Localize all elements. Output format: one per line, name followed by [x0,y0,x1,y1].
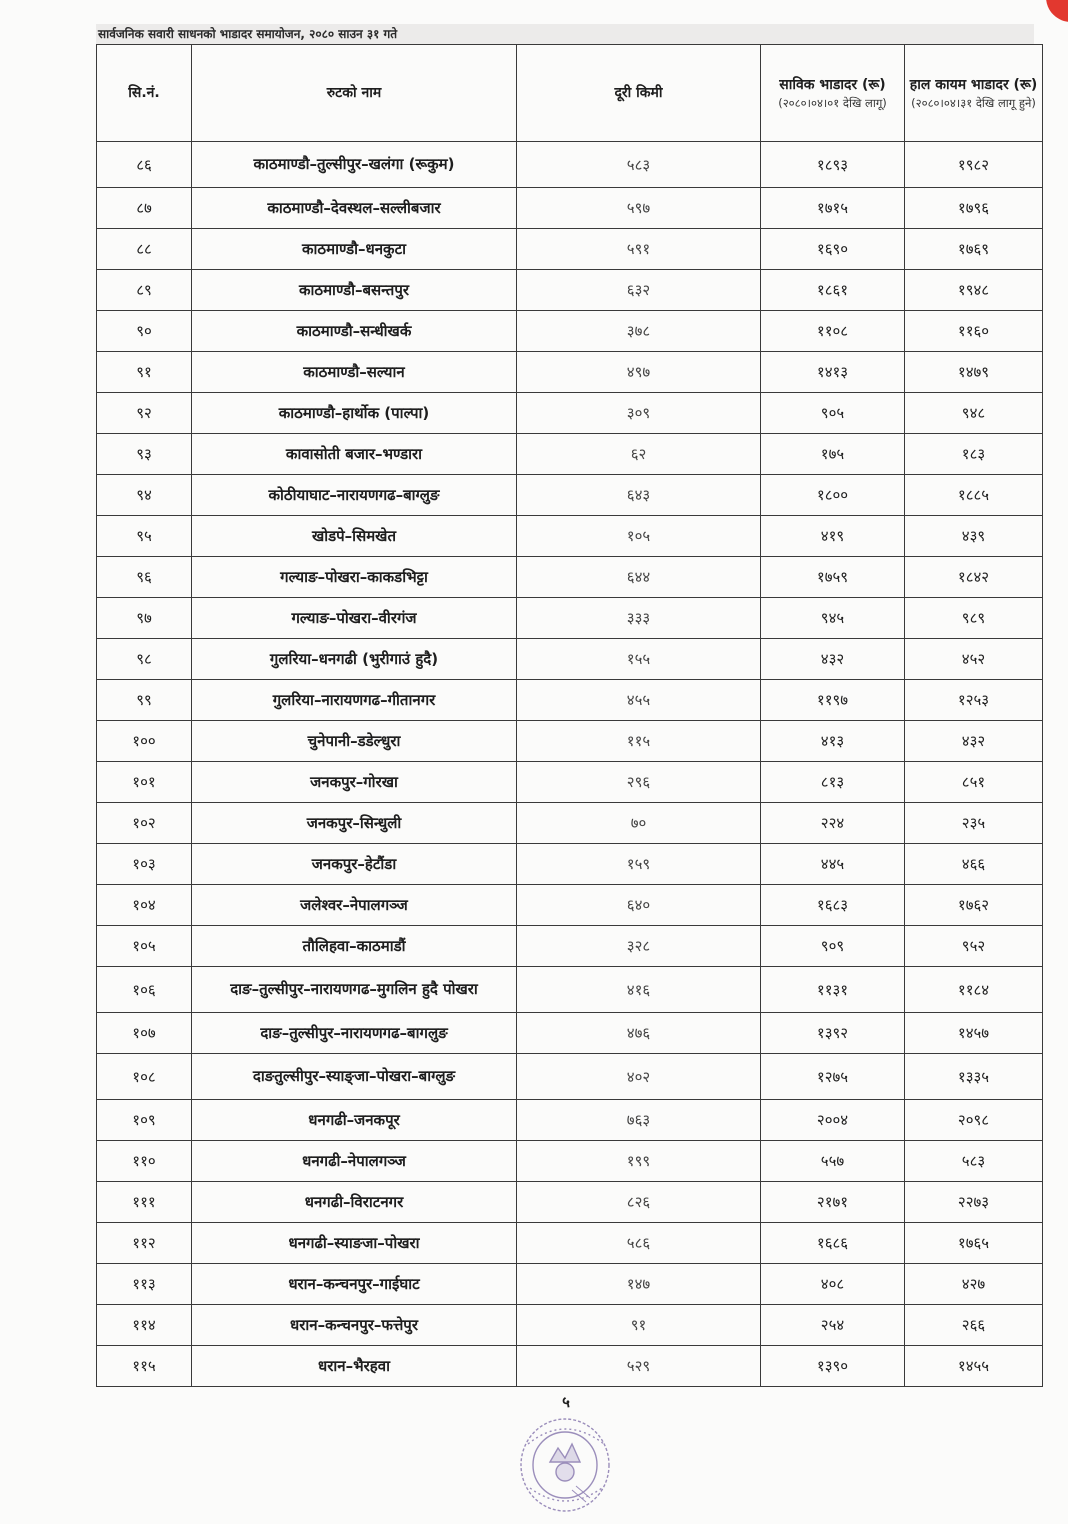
cell-old-rate: ४१३ [761,721,905,762]
cell-current-rate: ५८३ [905,1141,1043,1182]
cell-old-rate: १४१३ [761,352,905,393]
col-header-route: रुटको नाम [192,45,517,142]
cell-old-rate: १७१५ [761,188,905,229]
cell-serial: ११२ [97,1223,192,1264]
cell-serial: ९५ [97,516,192,557]
cell-old-rate: ९०९ [761,926,905,967]
cell-old-rate: ९४५ [761,598,905,639]
table-row [97,475,1043,516]
cell-route: धनगढी–विराटनगर [192,1182,517,1223]
table-row [97,311,1043,352]
table-row [97,229,1043,270]
table-row [97,1346,1043,1387]
cell-serial: ११५ [97,1346,192,1387]
cell-distance: ४७६ [517,1013,761,1054]
cell-route: जलेश्वर–नेपालगञ्ज [192,885,517,926]
cell-route: काठमाण्डौ–सल्यान [192,352,517,393]
old-rate-label: साविक भाडादर (रू) [779,76,886,93]
table-row [97,844,1043,885]
cell-old-rate: ४३२ [761,639,905,680]
cell-route: खोडपे–सिमखेत [192,516,517,557]
cell-route: दाङतुल्सीपुर–स्याङ्जा–पोखरा–बाग्लुङ [192,1054,517,1100]
table-row [97,1013,1043,1054]
cell-current-rate: १८३ [905,434,1043,475]
current-rate-label: हाल कायम भाडादर (रू) [909,76,1038,93]
cell-old-rate: १८०० [761,475,905,516]
cell-distance: ४१६ [517,967,761,1013]
cell-current-rate: ४३२ [905,721,1043,762]
cell-old-rate: ११९७ [761,680,905,721]
cell-distance: ६२ [517,434,761,475]
cell-serial: ९४ [97,475,192,516]
cell-current-rate: २२७३ [905,1182,1043,1223]
cell-serial: ११३ [97,1264,192,1305]
cell-current-rate: ४३९ [905,516,1043,557]
table-row [97,885,1043,926]
cell-serial: ९० [97,311,192,352]
cell-distance: ५८३ [517,142,761,188]
cell-route: काठमाण्डौ–हार्थोक (पाल्पा) [192,393,517,434]
cell-route: तौलिहवा–काठमाडौं [192,926,517,967]
cell-route: दाङ–तुल्सीपुर–नारायणगढ–बागलुङ [192,1013,517,1054]
cell-current-rate: ९८९ [905,598,1043,639]
cell-route: धरान–कन्चनपुर–गाईघाट [192,1264,517,1305]
cell-current-rate: १९४८ [905,270,1043,311]
cell-route: कोठीयाघाट–नारायणगढ–बाग्लुङ [192,475,517,516]
cell-old-rate: १३९२ [761,1013,905,1054]
table-row [97,557,1043,598]
fare-table-body [97,142,1043,1387]
cell-route: धरान–भैरहवा [192,1346,517,1387]
cell-route: धनगढी–जनकपूर [192,1100,517,1141]
corner-mark [1046,0,1068,22]
col-header-current-rate [905,45,1043,142]
table-row [97,598,1043,639]
cell-current-rate: १८८५ [905,475,1043,516]
cell-route: चुनेपानी–डडेल्धुरा [192,721,517,762]
cell-old-rate: १६८३ [761,885,905,926]
cell-route: गुलरिया–धनगढी (भुरीगाउं हुदै) [192,639,517,680]
cell-current-rate: ४५२ [905,639,1043,680]
cell-distance: ७० [517,803,761,844]
cell-current-rate: २६६ [905,1305,1043,1346]
table-row [97,803,1043,844]
cell-route: जनकपुर–सिन्धुली [192,803,517,844]
table-row [97,188,1043,229]
cell-serial: १०४ [97,885,192,926]
cell-serial: १०६ [97,967,192,1013]
cell-route: गल्याङ–पोखरा–वीरगंज [192,598,517,639]
col-header-distance: दूरी किमी [517,45,761,142]
table-row [97,926,1043,967]
cell-old-rate: १६८६ [761,1223,905,1264]
table-row [97,1182,1043,1223]
cell-old-rate: ४१९ [761,516,905,557]
table-row [97,1305,1043,1346]
cell-distance: ७६३ [517,1100,761,1141]
cell-distance: ४०२ [517,1054,761,1100]
cell-current-rate: २०९८ [905,1100,1043,1141]
table-row [97,1054,1043,1100]
col-header-old-rate [761,45,905,142]
cell-distance: ६४० [517,885,761,926]
cell-current-rate: १७९६ [905,188,1043,229]
cell-distance: १०५ [517,516,761,557]
cell-distance: ११५ [517,721,761,762]
cell-current-rate: १९८२ [905,142,1043,188]
cell-distance: १४७ [517,1264,761,1305]
cell-current-rate: १३३५ [905,1054,1043,1100]
cell-route: जनकपुर–हेटौंडा [192,844,517,885]
cell-serial: १०० [97,721,192,762]
cell-serial: १०३ [97,844,192,885]
cell-serial: ८९ [97,270,192,311]
cell-distance: ६४४ [517,557,761,598]
cell-old-rate: १८६१ [761,270,905,311]
cell-distance: ३२८ [517,926,761,967]
cell-old-rate: १७५ [761,434,905,475]
cell-route: दाङ–तुल्सीपुर–नारायणगढ–मुगलिन हुदै पोखरा [192,967,517,1013]
office-seal-stamp [512,1410,618,1520]
cell-serial: ८७ [97,188,192,229]
table-row [97,352,1043,393]
cell-old-rate: २५४ [761,1305,905,1346]
cell-old-rate: १८९३ [761,142,905,188]
cell-distance: ६३२ [517,270,761,311]
cell-old-rate: २१७१ [761,1182,905,1223]
current-rate-note: (२०८०।०४।३१ देखि लागू हुने) [911,95,1036,110]
cell-old-rate: १३९० [761,1346,905,1387]
cell-distance: ४५५ [517,680,761,721]
cell-distance: ५८६ [517,1223,761,1264]
cell-current-rate: १२५३ [905,680,1043,721]
fare-table-header [97,45,1043,142]
cell-serial: १०५ [97,926,192,967]
cell-current-rate: ९५२ [905,926,1043,967]
cell-route: काठमाण्डौ–सन्धीखर्क [192,311,517,352]
cell-distance: ६४३ [517,475,761,516]
fare-table [96,44,1043,1387]
cell-serial: ११४ [97,1305,192,1346]
cell-old-rate: २२४ [761,803,905,844]
cell-distance: ३०९ [517,393,761,434]
cell-serial: १०२ [97,803,192,844]
table-row [97,721,1043,762]
cell-old-rate: २००४ [761,1100,905,1141]
cell-route: कावासोती बजार–भण्डारा [192,434,517,475]
table-row [97,516,1043,557]
cell-serial: ९७ [97,598,192,639]
cell-distance: १५९ [517,844,761,885]
cell-distance: ३७८ [517,311,761,352]
cell-current-rate: १७६९ [905,229,1043,270]
cell-old-rate: १६९० [761,229,905,270]
cell-current-rate: ४६६ [905,844,1043,885]
cell-distance: ५९७ [517,188,761,229]
cell-current-rate: १४७९ [905,352,1043,393]
cell-serial: १०८ [97,1054,192,1100]
cell-serial: १०९ [97,1100,192,1141]
cell-current-rate: १४५५ [905,1346,1043,1387]
cell-route: धनगढी–नेपालगञ्ज [192,1141,517,1182]
document-header: सार्वजनिक सवारी साधनको भाडादर समायोजन, २०८० साउन ३१ गते [96,24,1034,44]
table-row [97,1264,1043,1305]
cell-distance: ५२९ [517,1346,761,1387]
cell-distance: २९६ [517,762,761,803]
cell-route: काठमाण्डौ–बसन्तपुर [192,270,517,311]
table-row [97,1100,1043,1141]
cell-serial: ९२ [97,393,192,434]
table-row [97,639,1043,680]
table-row [97,270,1043,311]
cell-distance: ९१ [517,1305,761,1346]
cell-current-rate: ११६० [905,311,1043,352]
table-row [97,1141,1043,1182]
cell-serial: १०१ [97,762,192,803]
col-header-serial: सि.नं. [97,45,192,142]
cell-current-rate: १४५७ [905,1013,1043,1054]
cell-current-rate: १७६५ [905,1223,1043,1264]
cell-distance: ५९१ [517,229,761,270]
cell-old-rate: ११३१ [761,967,905,1013]
cell-serial: ९६ [97,557,192,598]
cell-current-rate: ८५१ [905,762,1043,803]
cell-distance: १९९ [517,1141,761,1182]
cell-old-rate: ५५७ [761,1141,905,1182]
cell-route: धरान–कन्चनपुर–फत्तेपुर [192,1305,517,1346]
cell-serial: ८६ [97,142,192,188]
cell-current-rate: ४२७ [905,1264,1043,1305]
cell-old-rate: १७५९ [761,557,905,598]
cell-old-rate: ४०८ [761,1264,905,1305]
old-rate-note: (२०८०।०४।०१ देखि लागू) [778,95,887,110]
table-row [97,142,1043,188]
cell-serial: ११० [97,1141,192,1182]
table-row [97,434,1043,475]
cell-route: धनगढी–स्याङजा–पोखरा [192,1223,517,1264]
cell-current-rate: १८४२ [905,557,1043,598]
cell-route: गुलरिया–नारायणगढ–गीतानगर [192,680,517,721]
cell-distance: ८२६ [517,1182,761,1223]
cell-current-rate: ९४८ [905,393,1043,434]
cell-serial: ८८ [97,229,192,270]
table-row [97,1223,1043,1264]
table-row [97,967,1043,1013]
table-row [97,393,1043,434]
cell-serial: ९१ [97,352,192,393]
table-row [97,762,1043,803]
cell-old-rate: ८१३ [761,762,905,803]
cell-distance: ३३३ [517,598,761,639]
cell-current-rate: २३५ [905,803,1043,844]
page-number: ५ [562,1393,570,1411]
cell-distance: ४९७ [517,352,761,393]
cell-route: काठमाण्डौ–देवस्थल–सल्लीबजार [192,188,517,229]
cell-serial: १११ [97,1182,192,1223]
cell-route: गल्याङ–पोखरा–काकडभिट्टा [192,557,517,598]
cell-serial: १०७ [97,1013,192,1054]
cell-route: काठमाण्डौ–तुल्सीपुर–खलंगा (रूकुम) [192,142,517,188]
cell-old-rate: ९०५ [761,393,905,434]
cell-route: जनकपुर–गोरखा [192,762,517,803]
cell-route: काठमाण्डौ–धनकुटा [192,229,517,270]
cell-distance: १५५ [517,639,761,680]
cell-serial: ९९ [97,680,192,721]
cell-old-rate: १२७५ [761,1054,905,1100]
cell-old-rate: ४४५ [761,844,905,885]
table-row [97,680,1043,721]
cell-old-rate: ११०८ [761,311,905,352]
cell-current-rate: ११८४ [905,967,1043,1013]
cell-serial: ९८ [97,639,192,680]
cell-current-rate: १७६२ [905,885,1043,926]
cell-serial: ९३ [97,434,192,475]
